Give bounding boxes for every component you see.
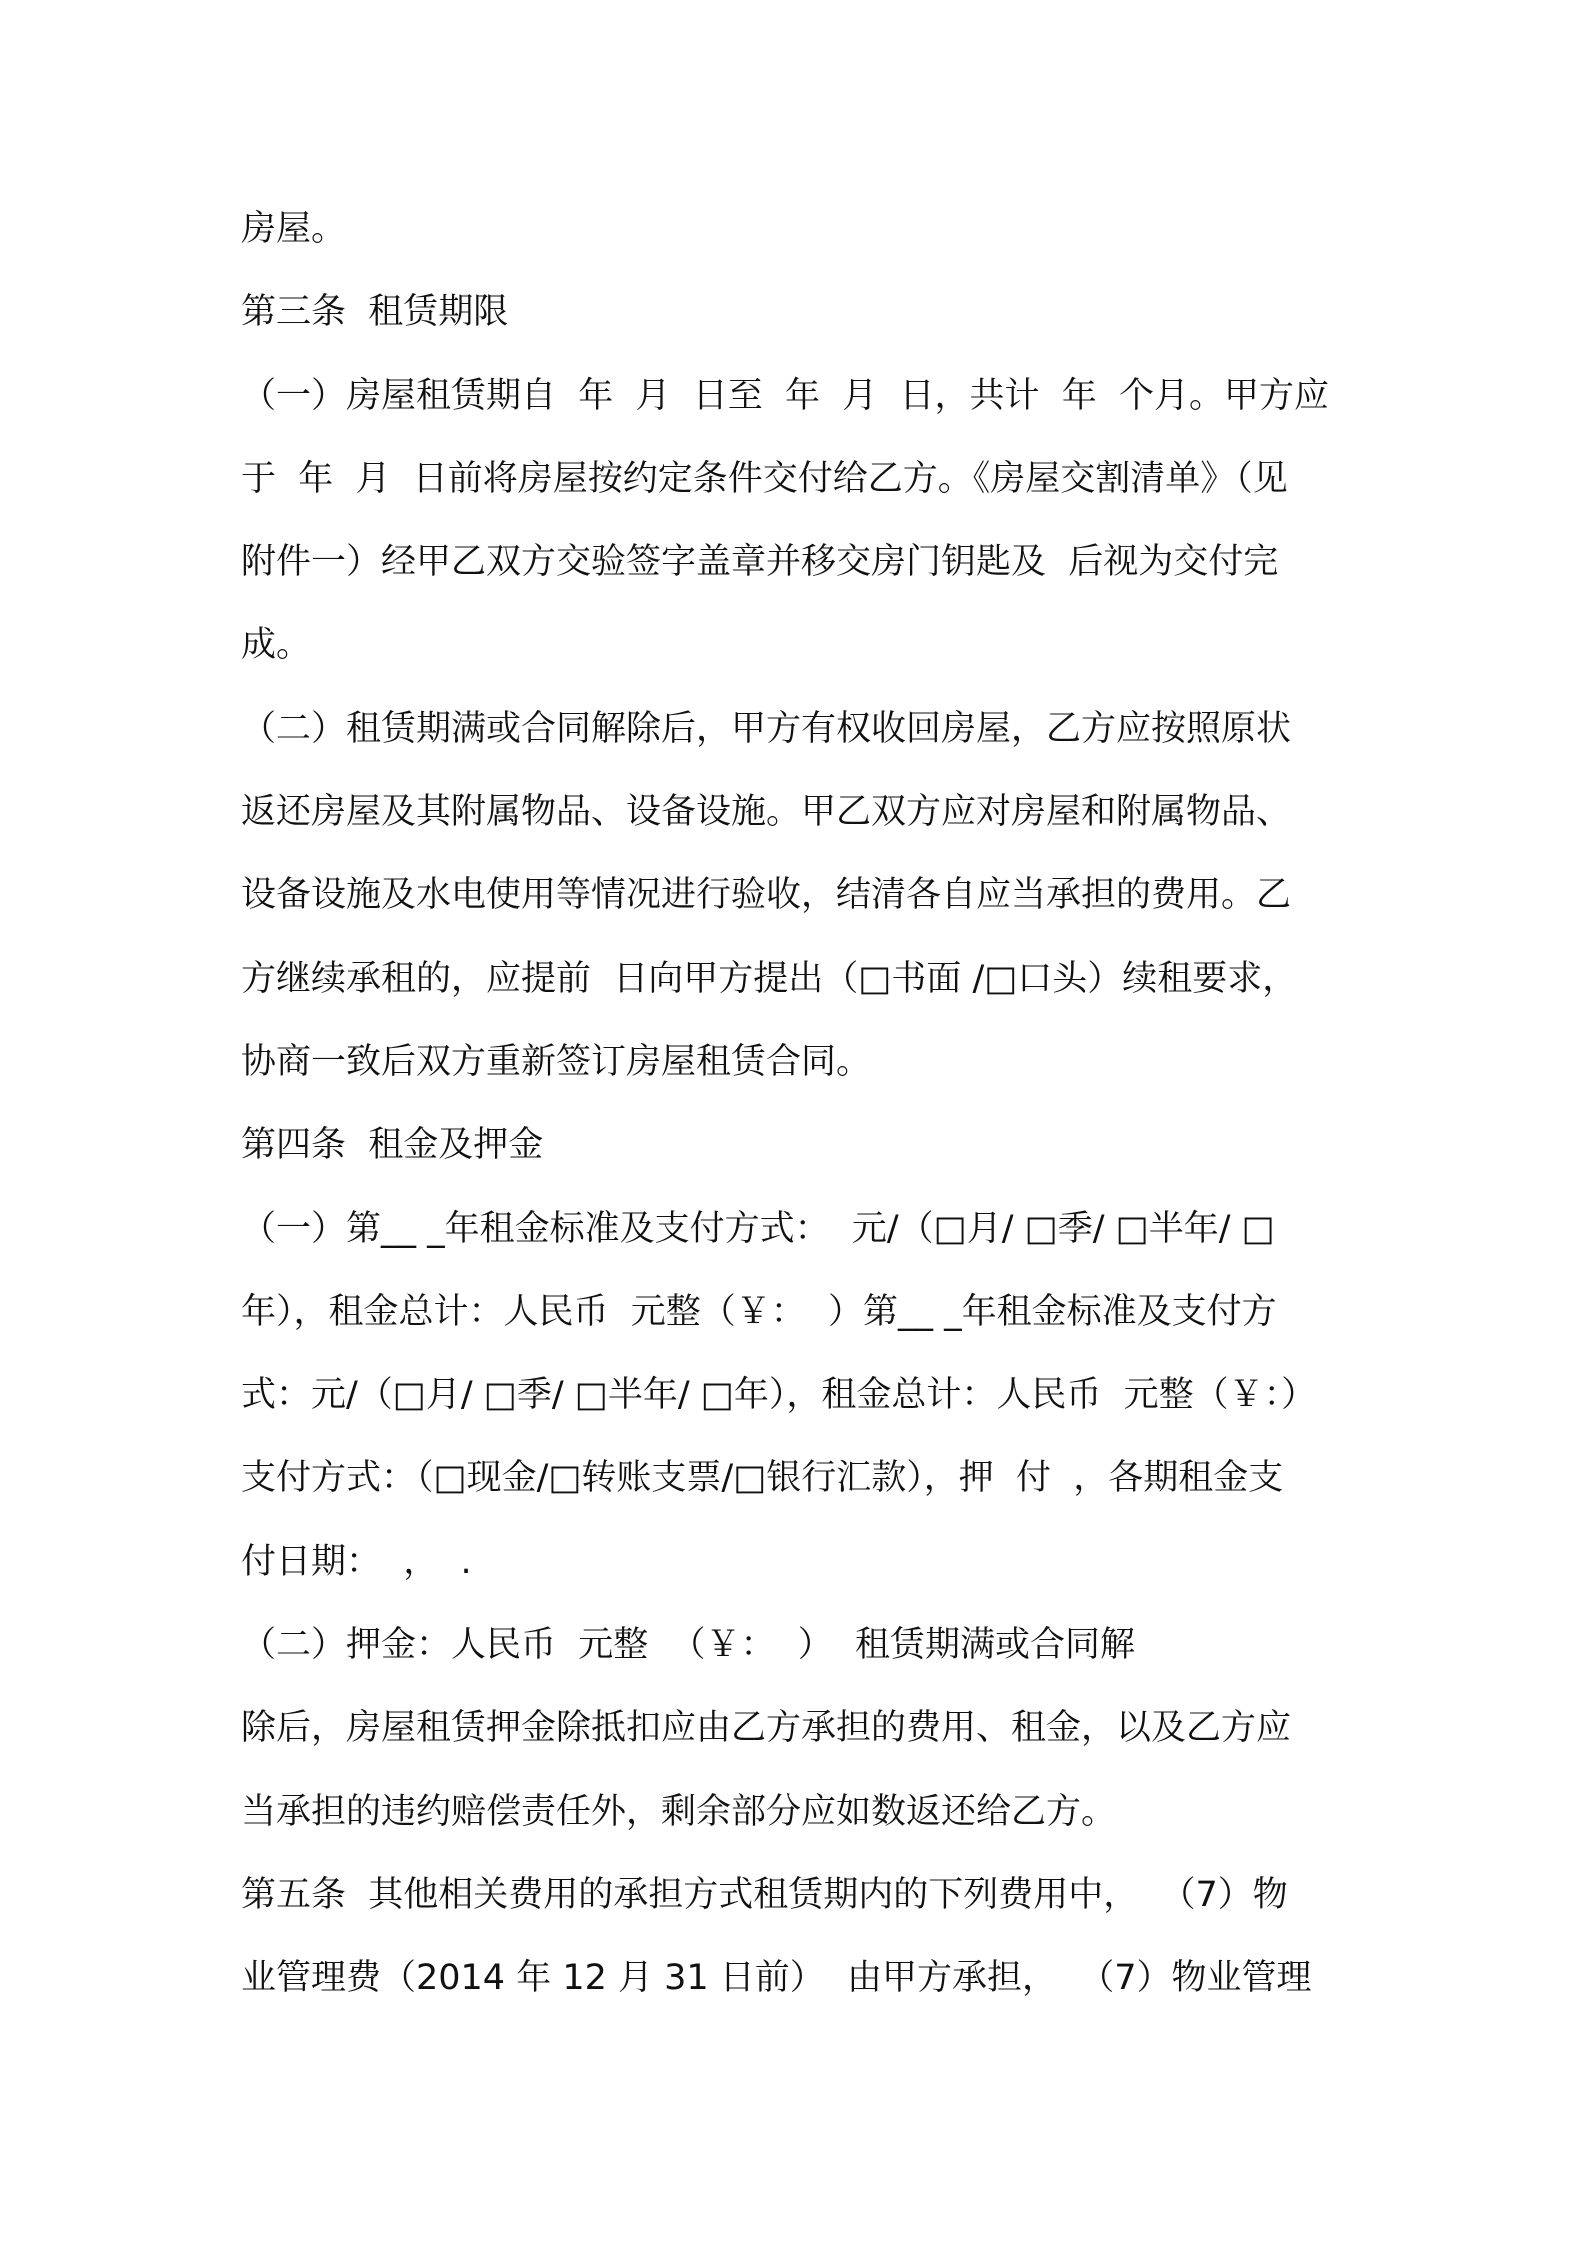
text-line: 设备设施及水电使用等情况进行验收，结清各自应当承担的费用。乙 (241, 875, 1292, 916)
text-line: （二）押金：人民币 元整 （￥： ） 租赁期满或合同解 (241, 1625, 1136, 1666)
text-line: （一）房屋租赁期自 年 月 日至 年 月 日，共计 年 个月。甲方应 (241, 375, 1330, 416)
text-line: 年），租金总计：人民币 元整（￥： ）第__ _年租金标准及支付方 (241, 1291, 1277, 1332)
text-line: 返还房屋及其附属物品、设备设施。甲乙双方应对房屋和附属物品、 (241, 792, 1292, 833)
text-line: 付日期： ， . (241, 1541, 472, 1582)
text-line: 房屋。 (241, 209, 347, 249)
text-line: 协商一致后双方重新签订房屋租赁合同。 (241, 1041, 872, 1082)
contract-text (241, 188, 1381, 2021)
text-line: 方继续承租的，应提前 日向甲方提出（□书面 /□口头）续租要求， (241, 958, 1298, 999)
text-line: 业管理费（2014 年 12 月 31 日前） 由甲方承担， （7）物业管理 (241, 1958, 1312, 1999)
article-5-text: 第五条 其他相关费用的承担方式租赁期内的下列费用中， （7）物 (241, 1874, 1288, 1915)
article-3-heading: 第三条 租赁期限 (241, 292, 509, 333)
text-line: （一）第__ _年租金标准及支付方式： 元/（□月/ □季/ □半年/ □ (241, 1208, 1275, 1249)
text-line: 除后，房屋租赁押金除抵扣应由乙方承担的费用、租金，以及乙方应 (241, 1708, 1292, 1749)
text-line: 支付方式：（□现金/□转账支票/□银行汇款），押 付 ，各期租金支 (241, 1458, 1284, 1499)
text-line: 于 年 月 日前将房屋按约定条件交付给乙方。《房屋交割清单》（见 (241, 458, 1288, 499)
article-4-heading: 第四条 租金及押金 (241, 1125, 544, 1166)
text-line: 附件一）经甲乙双方交验签字盖章并移交房门钥匙及 后视为交付完 (241, 542, 1279, 583)
text-line: 当承担的违约赔偿责任外，剩余部分应如数返还给乙方。 (241, 1791, 1117, 1832)
text-line: 式：元/（□月/ □季/ □半年/ □年），租金总计：人民币 元整（￥：） (241, 1375, 1317, 1416)
text-line: 成。 (241, 625, 312, 666)
text-line: （二）租赁期满或合同解除后，甲方有权收回房屋，乙方应按照原状 (241, 708, 1292, 749)
